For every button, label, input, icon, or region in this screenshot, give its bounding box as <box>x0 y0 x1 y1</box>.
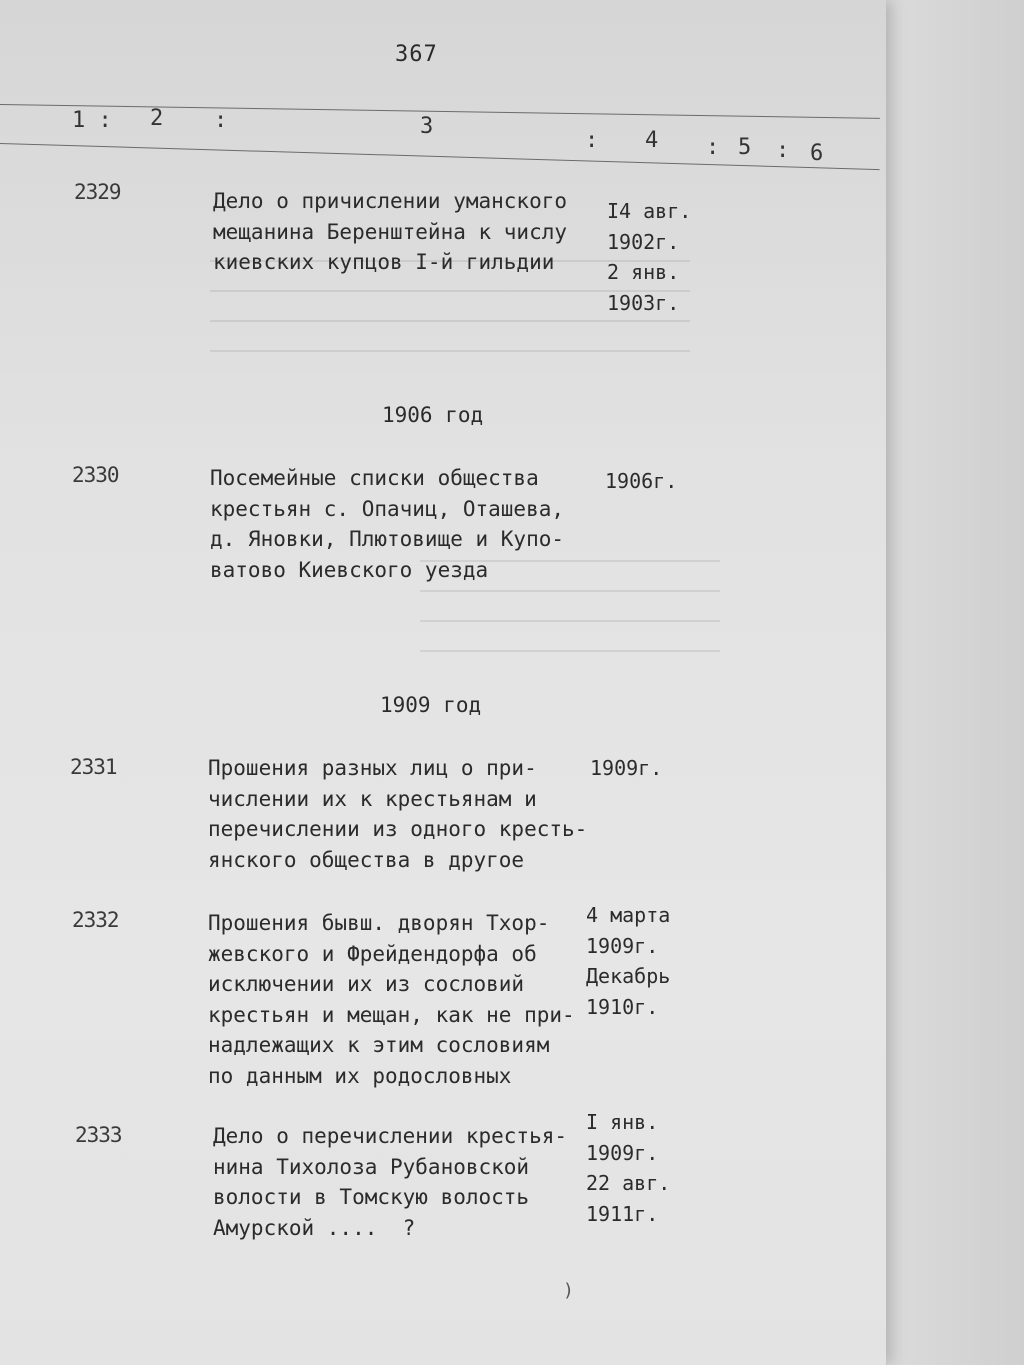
entry-description: Посемейные списки общества крестьян с. Опачиц, Оташева, д. Яновки, Плютовище и Купо- ватово Киевского уезда <box>210 466 565 582</box>
entry-dates: 1906г. <box>605 469 678 493</box>
entry-number: 2331 <box>70 755 117 779</box>
section-year-heading: 1909 год <box>380 693 482 717</box>
column-header-5-sep: : <box>776 138 790 163</box>
column-header-4: 4 <box>645 128 659 153</box>
column-header-2: 2 <box>150 106 164 131</box>
header-rule-top <box>0 104 880 119</box>
bottom-mark: ) <box>563 1280 574 1301</box>
entry-description: Дело о перечислении крестья- нина Тихолоза Рубановской волости в Томскую волость Амурской .... ? <box>213 1124 568 1240</box>
column-header-1: 1 : <box>72 108 112 133</box>
entry-number: 2333 <box>75 1123 122 1147</box>
entry-dates: I янв. 1909г. 22 авг. 1911г. <box>586 1110 671 1226</box>
column-header-3-sep: : <box>585 128 599 153</box>
entry-dates: 1909г. <box>590 756 663 780</box>
page-number: 367 <box>395 42 438 67</box>
column-header-4-sep: : <box>706 135 720 160</box>
section-year-heading: 1906 год <box>382 403 484 427</box>
entry-number: 2329 <box>74 180 121 204</box>
entry-number: 2330 <box>72 463 119 487</box>
entry-description: Прошения бывш. дворян Тхор- жевского и Фрейдендорфа об исключении их из сословий крестьян и мещан, как не при- надлежащих к этим сословиям по данным их родословных <box>208 911 575 1088</box>
column-header-5: 5 <box>738 135 752 160</box>
entry-number: 2332 <box>72 908 119 932</box>
column-header-3: 3 <box>420 114 434 139</box>
entry-description: Дело о причислении уманского мещанина Беренштейна к числу киевских купцов I-й гильдии <box>213 189 568 274</box>
entry-dates: 4 марта 1909г. Декабрь 1910г. <box>586 903 671 1019</box>
entry-description: Прошения разных лиц о при- числении их к крестьянам и перечислении из одного кресть- янского общества в другое <box>208 756 588 872</box>
column-header-6: 6 <box>810 141 824 166</box>
entry-dates: I4 авг. 1902г. 2 янв. 1903г. <box>607 199 692 315</box>
column-header-2-sep: : <box>214 108 228 133</box>
